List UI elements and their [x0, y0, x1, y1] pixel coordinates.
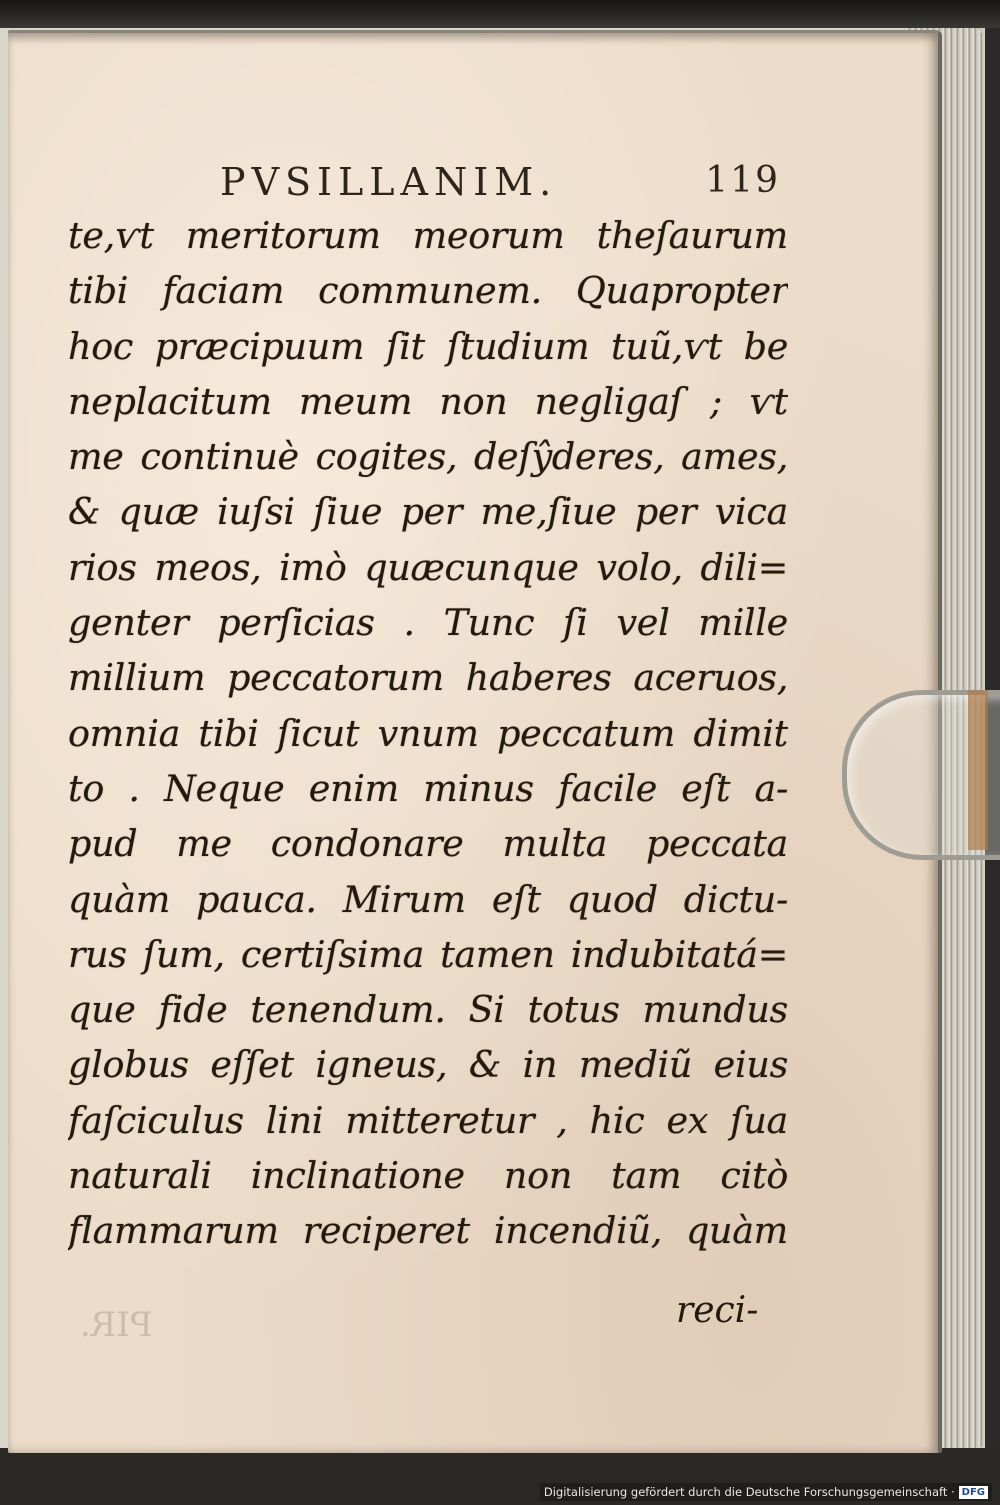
top-shadow	[0, 0, 1000, 28]
text-line: flammarum reciperet incendiũ, quàm	[68, 1209, 788, 1253]
body-text	[68, 208, 788, 1259]
text-line: neplacitum meum non negligaſ ; ѵt	[68, 379, 788, 423]
text-line: pud me condonare multa peccata	[68, 822, 788, 866]
page-clip-tab	[968, 690, 988, 850]
running-head: PVSILLANIM.	[220, 160, 558, 204]
text-line: me continuè cogites, deſŷderes, ames,	[68, 435, 788, 479]
credit-text: Digitalisierung gefördert durch die Deutsche Forschungsgemeinschaft ·	[543, 1485, 955, 1499]
text-line: te,ѵt meritorum meorum theſaurum	[68, 214, 788, 257]
text-line: quàm pauca. Mirum eſt quod dictu-	[68, 877, 788, 921]
text-line: que fide tenendum. Si totus mundus	[68, 988, 788, 1032]
text-line: genter perſicias . Tunc ſi vel mille	[68, 601, 788, 645]
text-line: omnia tibi ſicut vnum peccatum dimit	[68, 711, 788, 755]
dfg-logo: DFG	[959, 1486, 988, 1499]
text-line: faſciculus lini mitteretur , hic ex ſua	[68, 1098, 788, 1142]
text-line: globus eſſet igneus, & in mediũ eius	[68, 1043, 788, 1087]
text-line: millium peccatorum haberes aceruos,	[68, 656, 788, 700]
text-line: rus ſum, certiſsima tamen indubitatá=	[68, 932, 788, 976]
digitization-credit	[540, 1483, 992, 1501]
show-through-text: PIR.	[80, 1305, 153, 1345]
text-line: to . Neque enim minus facile eſt a-	[68, 766, 788, 810]
text-line: rios meos, imò quæcunque volo, dili=	[68, 545, 788, 589]
text-line: & quæ iuſsi ſiue per me,ſiue per vica	[68, 490, 788, 534]
catchword: reci-	[676, 1290, 759, 1331]
page-header	[220, 160, 780, 204]
page-number: 119	[705, 160, 780, 201]
text-line: tibi faciam communem. Quapropter	[68, 269, 788, 313]
text-line: naturali inclinatione non tam citò	[68, 1154, 788, 1198]
text-line: hoc præcipuum ſit ſtudium tuũ,ѵt be	[68, 324, 788, 368]
